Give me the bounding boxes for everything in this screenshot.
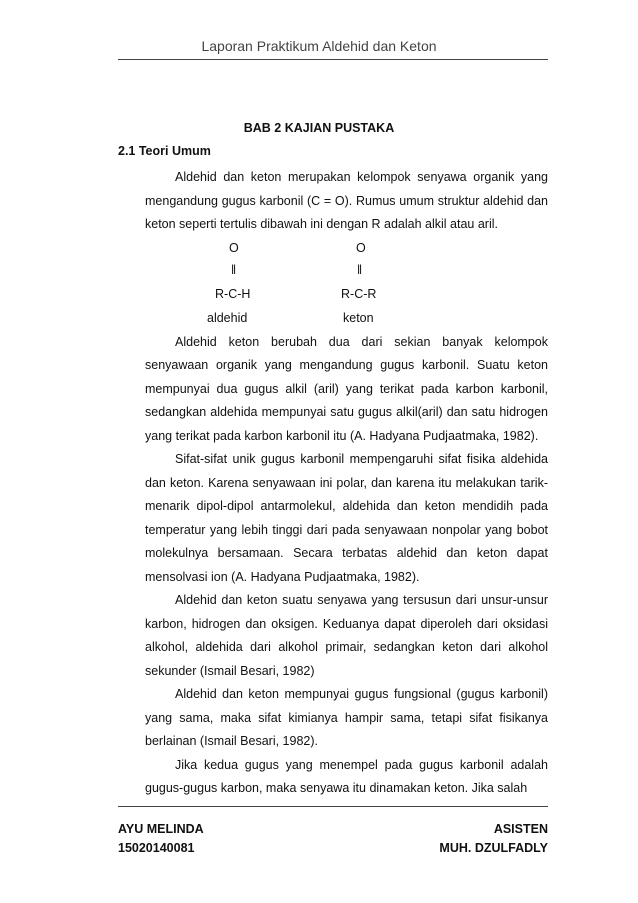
section-title: 2.1 Teori Umum xyxy=(118,144,211,158)
page-header: Laporan Praktikum Aldehid dan Keton xyxy=(201,38,437,54)
paragraph: Aldehid dan keton merupakan kelompok senyawa organik yang mengandung gugus karbonil (C = O). Rumus umum struktur aldehid dan keton seperti tertulis dibawah ini dengan R adalah alkil atau aril. xyxy=(145,170,548,231)
paragraph: Aldehid keton berubah dua dari sekian banyak kelompok senyawaan organik yang mengandung gugus karbonil. Suatu keton mempunyai dua gugus alkil (aril) yang terikat pada karbon karbonil, sedangkan aldehida mempunyai satu gugus alkil(aril) dan satu hidrogen yang terikat pada karbon karbonil itu (A. Hadyana Pudjaatmaka, 1982). xyxy=(145,334,548,443)
student-name: AYU MELINDA xyxy=(118,822,204,836)
ketone-label: keton xyxy=(343,310,374,325)
footer-divider xyxy=(118,806,548,807)
carbonyl-formula xyxy=(145,237,548,331)
header-divider xyxy=(118,59,548,60)
aldehyde-double-bond: ‖ xyxy=(231,262,237,277)
aldehyde-label: aldehid xyxy=(207,310,248,325)
student-id: 15020140081 xyxy=(118,841,195,855)
aldehyde-structure: R-C-H xyxy=(215,286,251,301)
paragraph: Aldehid dan keton suatu senyawa yang tersusun dari unsur-unsur karbon, hidrogen dan oksigen. Keduanya dapat diperoleh dari oksidasi alkohol, aldehida dari alkohol primair, sedangkan keton dari alkohol sekunder (Ismail Besari, 1982) xyxy=(145,593,548,678)
ketone-double-bond: ‖ xyxy=(357,262,363,277)
footer-assistant xyxy=(439,820,548,858)
ketone-structure: R-C-R xyxy=(341,286,377,301)
aldehyde-oxygen: O xyxy=(229,240,239,255)
paragraph: Sifat-sifat unik gugus karbonil mempengaruhi sifat fisika aldehida dan keton. Karena senyawaan ini polar, dan karena itu melakukan tarik-menarik dipol-dipol antarmolekul, aldehida dan keton mendidih pada temperatur yang lebih tinggi dari pada senyawaan nonpolar yang bobot molekulnya bersamaan. Secara terbatas aldehid dan keton dapat mensolvasi ion (A. Hadyana Pudjaatmaka, 1982). xyxy=(145,452,548,584)
assistant-name: MUH. DZULFADLY xyxy=(439,841,548,855)
chapter-title: BAB 2 KAJIAN PUSTAKA xyxy=(243,121,395,135)
paragraph: Jika kedua gugus yang menempel pada gugus karbonil adalah gugus-gugus karbon, maka senyawa itu dinamakan keton. Jika salah xyxy=(145,757,548,795)
assistant-role: ASISTEN xyxy=(493,822,548,836)
body-text xyxy=(145,166,548,801)
footer-student xyxy=(118,820,204,858)
paragraph: Aldehid dan keton mempunyai gugus fungsional (gugus karbonil) yang sama, maka sifat kimianya hampir sama, tetapi sifat fisikanya berlainan (Ismail Besari, 1982). xyxy=(145,687,548,748)
ketone-oxygen: O xyxy=(356,240,366,255)
